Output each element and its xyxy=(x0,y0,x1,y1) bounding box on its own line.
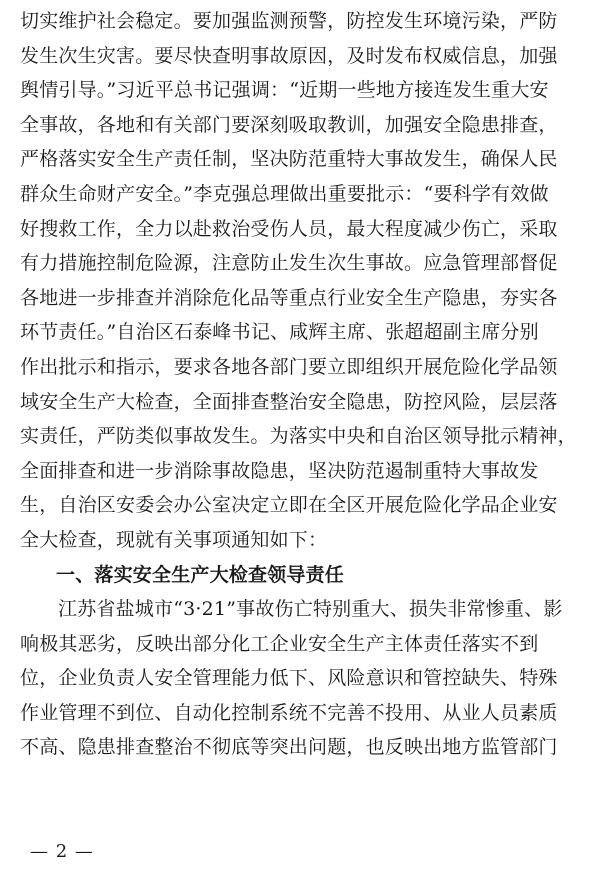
text-line: 各地进一步排查并消除危化品等重点行业安全生产隐患，夯实各 xyxy=(20,286,558,309)
text-line: 严格落实安全生产责任制，坚决防范重特大事故发生，确保人民 xyxy=(20,148,558,171)
text-line: 生，自治区安委会办公室决定立即在全区开展危险化学品企业安 xyxy=(20,494,558,517)
text-line: 全大检查，现就有关事项通知如下： xyxy=(20,528,328,551)
text-line: 全事故，各地和有关部门要深刻吸取教训，加强安全隐患排查， xyxy=(20,113,558,136)
text-line: 响极其恶劣，反映出部分化工企业安全生产主体责任落实不到 xyxy=(20,632,539,655)
body-text xyxy=(20,4,595,765)
text-line: 好搜救工作，全力以赴救治受伤人员，最大程度减少伤亡，采取 xyxy=(20,217,558,240)
text-line: 作出批示和指示，要求各地各部门要立即组织开展危险化学品领 xyxy=(20,355,558,378)
text-line: 江苏省盐城市“3·21”事故伤亡特别重大、损失非常惨重、影 xyxy=(58,598,563,621)
text-line: 不高、隐患排查整治不彻底等突出问题，也反映出地方监管部门 xyxy=(20,736,558,759)
text-line: 全面排查和进一步消除事故隐患，坚决防范遏制重特大事故发 xyxy=(20,459,539,482)
text-line: 作业管理不到位、自动化控制系统不完善不投用、从业人员素质 xyxy=(20,701,558,724)
text-line: 有力措施控制危险源，注意防止发生次生事故。应急管理部督促 xyxy=(20,252,558,275)
text-line: 群众生命财产安全。”李克强总理做出重要批示：“要科学有效做 xyxy=(20,182,549,205)
text-line: 实责任，严防类似事故发生。为落实中央和自治区领导批示精神， xyxy=(20,425,577,448)
text-line: 发生次生灾害。要尽快查明事故原因，及时发布权威信息，加强 xyxy=(20,44,558,67)
section-heading: 一、落实安全生产大检查领导责任 xyxy=(56,563,345,586)
text-line: 切实维护社会稳定。要加强监测预警，防控发生环境污染，严防 xyxy=(20,10,558,32)
text-line: 舆情引导。”习近平总书记强调：“近期一些地方接连发生重大安 xyxy=(20,79,549,102)
text-line: 环节责任。”自治区石泰峰书记、咸辉主席、张超超副主席分别 xyxy=(20,321,539,344)
text-line: 位，企业负责人安全管理能力低下、风险意识和管控缺失、特殊 xyxy=(20,667,558,690)
text-line: 域安全生产大检查，全面排查整治安全隐患，防控风险，层层落 xyxy=(20,390,558,413)
page-number: — 2 — xyxy=(30,841,94,862)
